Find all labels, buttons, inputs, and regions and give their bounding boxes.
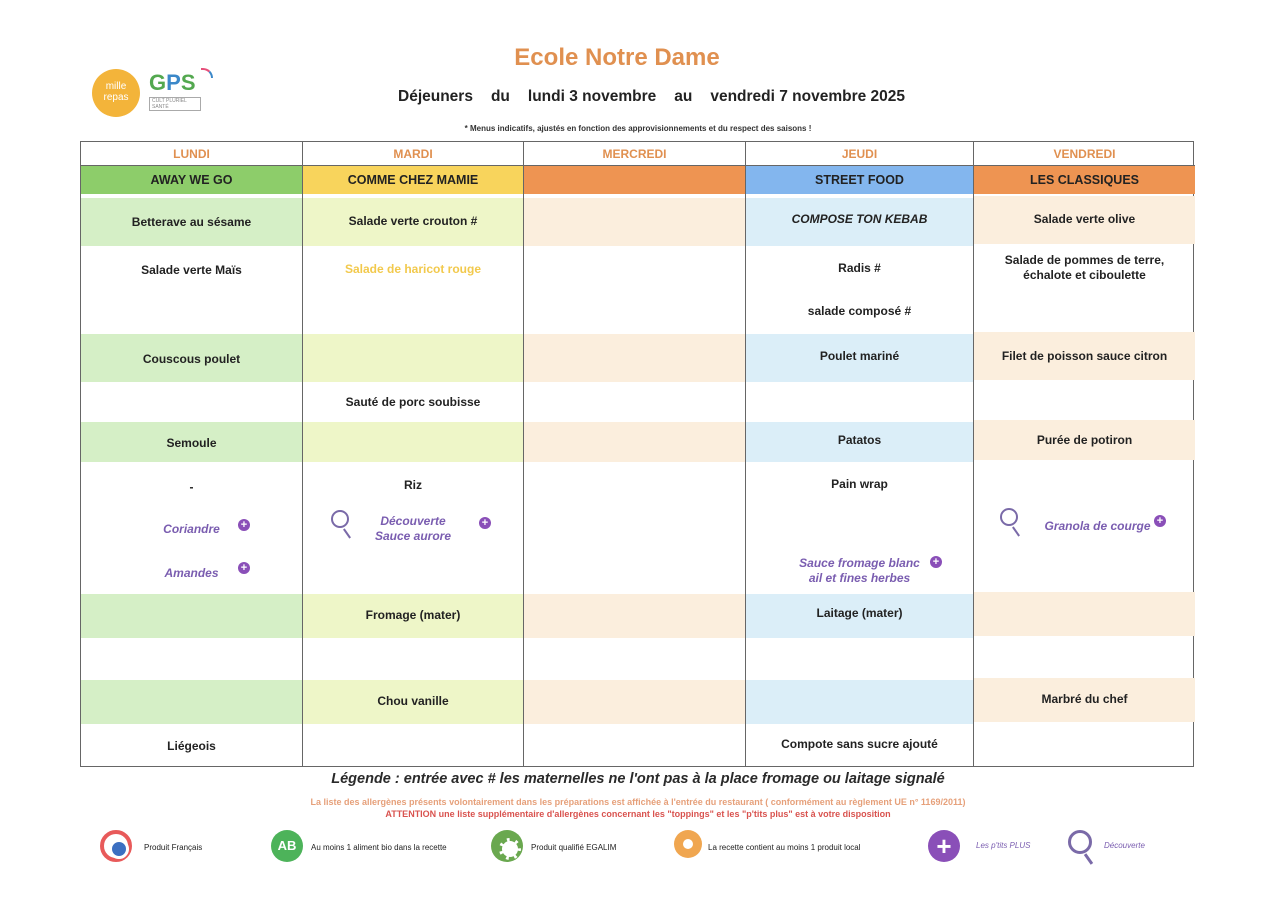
- local-product-icon: [668, 824, 708, 864]
- menu-item: Salade de haricot rouge: [344, 262, 482, 276]
- column-mardi: [303, 142, 524, 766]
- theme-banner: [524, 166, 745, 194]
- band: [524, 594, 745, 638]
- french-product-icon: [100, 830, 132, 862]
- menu-item: -: [189, 480, 194, 494]
- topping-item: Sauce fromage blanc: [799, 556, 920, 570]
- menu-item: Couscous poulet: [142, 352, 241, 366]
- discovery-icon: [1068, 830, 1092, 854]
- theme-banner: STREET FOOD: [746, 166, 973, 194]
- menu-item: Salade verte Maïs: [141, 263, 242, 277]
- mille-repas-logo: mille repas: [92, 69, 140, 117]
- legend-title: Légende : entrée avec # les maternelles ne l'ont pas à la place fromage ou laitage signalé: [331, 771, 945, 787]
- band: [524, 334, 745, 382]
- band: [303, 422, 523, 462]
- menu-item: Compote sans sucre ajouté: [781, 737, 938, 751]
- column-lundi: [81, 142, 303, 766]
- gps-logo-text: GPS: [149, 70, 196, 95]
- band: [81, 594, 302, 638]
- gps-logo: GPS CULT PLURIEL SANTÉ: [149, 70, 215, 110]
- day-name: MARDI: [303, 142, 523, 166]
- day-name: MERCREDI: [524, 142, 745, 166]
- menu-item: Radis #: [838, 261, 881, 275]
- band: [524, 198, 745, 246]
- day-name: VENDREDI: [974, 142, 1195, 166]
- discovery-item: Sauce aurore: [374, 529, 452, 543]
- allergens-note: La liste des allergènes présents volontairement dans les préparations est affichée à l'entrée du restaurant ( conformément au règlement UE n° 1169/2011): [310, 797, 966, 807]
- topping-item: Amandes: [164, 566, 219, 580]
- menu-item: Salade verte olive: [1033, 212, 1136, 226]
- menu-grid: [80, 141, 1194, 767]
- column-vendredi: [974, 142, 1195, 766]
- menu-item: Pain wrap: [831, 477, 888, 491]
- topping-item: Coriandre: [163, 522, 220, 536]
- column-mercredi: [524, 142, 746, 766]
- band: [524, 422, 745, 462]
- theme-banner: LES CLASSIQUES: [974, 166, 1195, 194]
- menu-item: Marbré du chef: [1041, 692, 1128, 706]
- menu-item: Fromage (mater): [365, 608, 461, 622]
- menu-item: Salade verte crouton #: [348, 214, 478, 228]
- ptits-plus-icon: +: [930, 556, 942, 568]
- menu-item: Patatos: [837, 433, 882, 447]
- organic-ab-icon: AB: [271, 830, 303, 862]
- menu-item: salade composé #: [807, 304, 912, 318]
- band: [974, 592, 1195, 636]
- discovery-item: Granola de courge: [1044, 519, 1151, 533]
- ptits-plus-icon: +: [479, 517, 491, 529]
- menu-item: Semoule: [166, 436, 217, 450]
- menu-item: échalote et ciboulette: [1023, 268, 1146, 282]
- day-name: JEUDI: [746, 142, 973, 166]
- band: [524, 680, 745, 724]
- ptits-plus-icon: +: [928, 830, 960, 862]
- school-title: Ecole Notre Dame: [514, 44, 720, 71]
- menu-note: * Menus indicatifs, ajustés en fonction des approvisionnements et du respect des saisons !: [464, 124, 812, 133]
- menu-item: Filet de poisson sauce citron: [1001, 349, 1168, 363]
- menu-item: Liégeois: [167, 739, 216, 753]
- band: [303, 334, 523, 382]
- menu-item: COMPOSE TON KEBAB: [791, 212, 928, 226]
- period-line: Déjeuners du lundi 3 novembre au vendredi 7 novembre 2025: [398, 88, 906, 105]
- ptits-plus-icon: +: [238, 562, 250, 574]
- attention-note: ATTENTION une liste supplémentaire d'allergènes concernant les "toppings" et les "p'tits plus" est à votre disposition: [385, 809, 891, 819]
- menu-item: Purée de potiron: [1036, 433, 1133, 447]
- menu-item: Riz: [404, 478, 422, 492]
- theme-banner: COMME CHEZ MAMIE: [303, 166, 523, 194]
- band: [746, 680, 973, 724]
- ptits-plus-icon: +: [1154, 515, 1166, 527]
- menu-item: Laitage (mater): [816, 606, 903, 620]
- menu-item: Sauté de porc soubisse: [345, 395, 481, 409]
- day-name: LUNDI: [81, 142, 302, 166]
- column-jeudi: [746, 142, 974, 766]
- menu-item: Chou vanille: [377, 694, 449, 708]
- egalim-icon: [491, 830, 523, 862]
- menu-item: Poulet mariné: [819, 349, 900, 363]
- band: [81, 680, 302, 724]
- topping-item: ail et fines herbes: [808, 571, 911, 585]
- ptits-plus-icon: +: [238, 519, 250, 531]
- menu-item: Betterave au sésame: [131, 215, 252, 229]
- discovery-item: Découverte: [380, 514, 446, 528]
- theme-banner: AWAY WE GO: [81, 166, 302, 194]
- menu-item: Salade de pommes de terre,: [1004, 253, 1165, 267]
